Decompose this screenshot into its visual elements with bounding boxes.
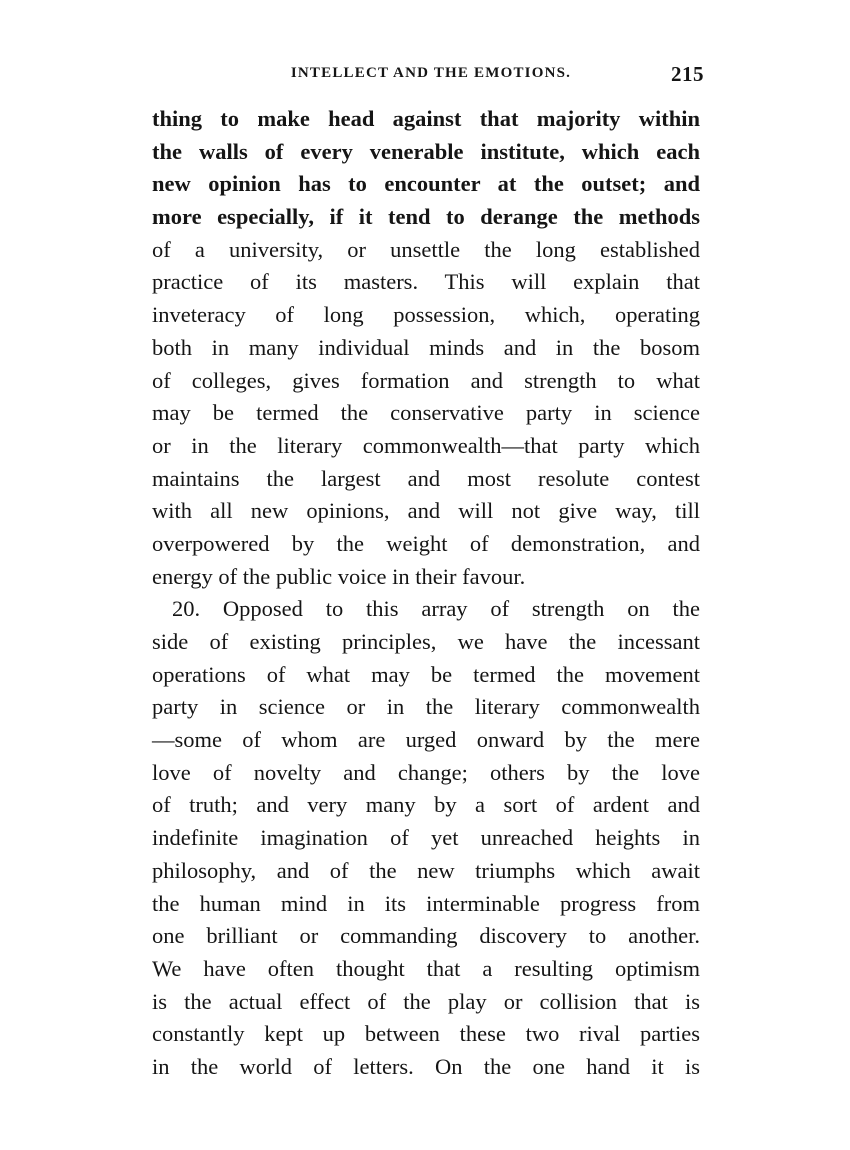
text-line: new opinion has to encounter at the outset; and [152, 171, 700, 197]
text-line: the walls of every venerable institute, which each [152, 138, 700, 164]
running-title: INTELLECT AND THE EMOTIONS. [290, 65, 572, 81]
text-line: may be termed the conservative party in science [152, 400, 700, 426]
text-line: constantly kept up between these two rival parties [152, 1021, 700, 1047]
text-line: We have often thought that a resulting optimism [152, 955, 700, 981]
text-line: love of novelty and change; others by the love [152, 759, 700, 785]
text-line: of truth; and very many by a sort of ardent and [152, 792, 700, 818]
paragraph-start-line: 20. Opposed to this array of strength on the [172, 596, 700, 622]
text-line: —some of whom are urged onward by the mere [152, 727, 700, 753]
text-line: is the actual effect of the play or collision that is [152, 988, 700, 1014]
text-line: the human mind in its interminable progress from [152, 890, 700, 916]
text-line: both in many individual minds and in the bosom [152, 334, 700, 360]
text-line: or in the literary commonwealth—that party which [152, 432, 700, 458]
text-line: practice of its masters. This will explain that [152, 269, 700, 295]
text-line: inveteracy of long possession, which, operating [152, 302, 700, 328]
text-line: maintains the largest and most resolute contest [152, 465, 700, 491]
text-line: energy of the public voice in their favour. [152, 563, 526, 589]
text-line: of a university, or unsettle the long established [152, 236, 700, 262]
text-line: one brilliant or commanding discovery to another. [152, 923, 700, 949]
text-line: philosophy, and of the new triumphs which await [152, 857, 700, 883]
text-line: in the world of letters. On the one hand it is [152, 1053, 700, 1079]
running-head [152, 62, 704, 88]
text-line: indefinite imagination of yet unreached heights in [152, 825, 700, 851]
text-line: thing to make head against that majority within [152, 106, 700, 131]
page-number: 215 [671, 62, 704, 86]
text-line: overpowered by the weight of demonstration, and [152, 530, 700, 556]
text-line: of colleges, gives formation and strength to what [152, 367, 700, 393]
text-line: side of existing principles, we have the incessant [152, 629, 700, 654]
text-line: more especially, if it tend to derange the methods [152, 204, 700, 230]
body-text [152, 103, 700, 1084]
text-line: party in science or in the literary commonwealth [152, 694, 700, 720]
text-line: operations of what may be termed the movement [152, 661, 700, 687]
text-line: with all new opinions, and will not give way, till [152, 498, 700, 524]
